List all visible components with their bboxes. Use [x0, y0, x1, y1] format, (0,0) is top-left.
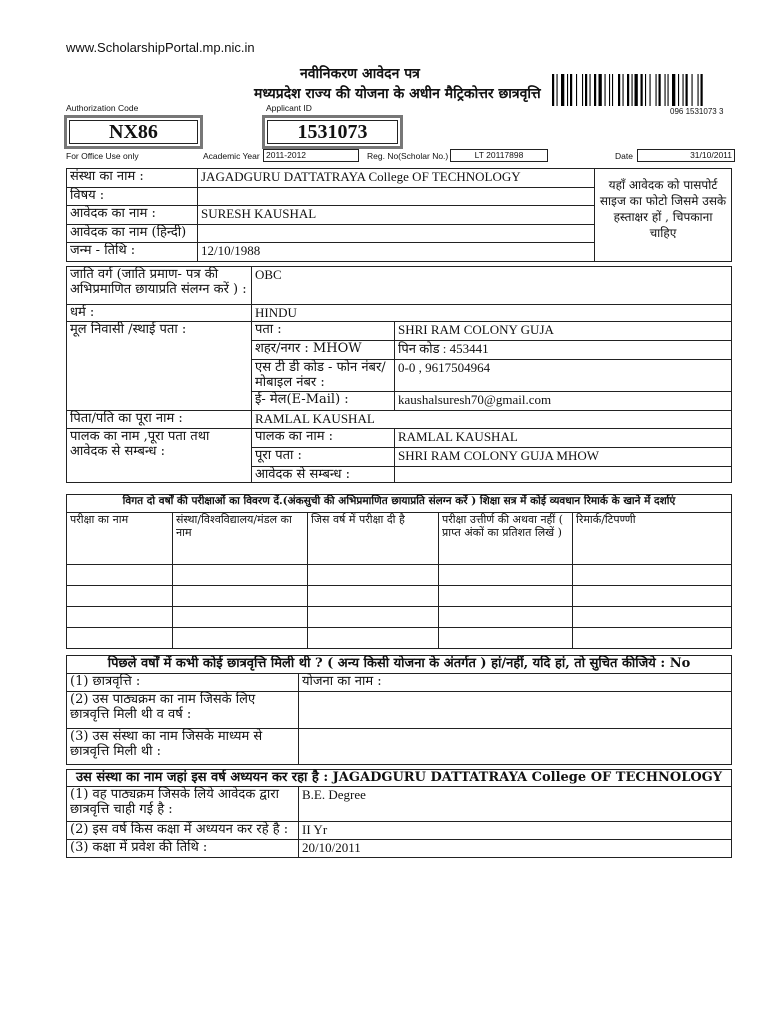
exam-col-year: जिस वर्ष में परीक्षा दी है — [308, 513, 439, 565]
father-label: पिता/पति का पूरा नाम : — [67, 411, 252, 429]
caste-label: जाति वर्ग (जाति प्रमाण- पत्र की अभिप्रमाणित छायाप्रति संलग्न करें ) : — [67, 267, 252, 305]
academic-year-label: Academic Year — [203, 151, 260, 161]
religion-label: धर्म : — [67, 305, 252, 322]
subject-label: विषय : — [67, 188, 198, 206]
city-label: शहर/नगर : MHOW — [252, 341, 395, 360]
addr-label: पता : — [252, 322, 395, 341]
current-q1-value: B.E. Degree — [299, 787, 732, 822]
barcode-icon — [552, 74, 756, 106]
scheme-name-label: योजना का नाम : — [299, 674, 732, 692]
form-subtitle: मध्यप्रदेश राज्य की योजना के अधीन मैट्रिकोत्तर छात्रवृत्ति — [254, 86, 541, 102]
auth-code-box — [64, 115, 203, 149]
caste-value: OBC — [252, 267, 732, 305]
reg-no-value: LT 20117898 — [450, 149, 548, 162]
father-value: RAMLAL KAUSHAL — [252, 411, 732, 429]
date-value: 31/10/2011 — [637, 149, 735, 162]
auth-code-label: Authorization Code — [66, 103, 139, 113]
previous-q2-value — [299, 692, 732, 729]
details-table — [66, 266, 732, 483]
basic-info-table — [66, 168, 732, 262]
applicant-id-label: Applicant ID — [266, 103, 312, 113]
current-q3: (3) कक्षा में प्रवेश की तिथि : — [67, 840, 299, 858]
office-use-label: For Office Use only — [66, 151, 139, 161]
address-label: मूल निवासी /स्थाई पता : — [67, 322, 252, 411]
table-row — [67, 565, 732, 586]
previous-q2: (2) उस पाठ्यक्रम का नाम जिसके लिए छात्रवृत्ति मिली थी व वर्ष : — [67, 692, 299, 729]
email-value: kaushalsuresh70@gmail.com — [395, 392, 732, 411]
previous-heading: पिछले वर्षों में कभी कोई छात्रवृत्ति मिली थी ? ( अन्य किसी योजना के अंतर्गत ) हां/नहीं, यदि हां, तो सुचित कीजिये : No — [67, 656, 732, 674]
date-label: Date — [615, 151, 633, 161]
current-q1: (1) वह पाठ्यक्रम जिसके लिये आवेदक द्वारा छात्रवृत्ति चाही गई है : — [67, 787, 299, 822]
exam-col-name: परीक्षा का नाम — [67, 513, 173, 565]
dob-value: 12/10/1988 — [198, 243, 595, 262]
pin-label: पिन कोड : 453441 — [395, 341, 732, 360]
subject-value — [198, 188, 595, 206]
website-url: www.ScholarshipPortal.mp.nic.in — [66, 40, 255, 55]
applicant-id-value: 1531073 — [297, 120, 368, 143]
guardian-name-label: पालक का नाम : — [252, 429, 395, 448]
institution-value: JAGADGURU DATTATRAYA College OF TECHNOLOGY — [198, 169, 595, 188]
guardian-name-value: RAMLAL KAUSHAL — [395, 429, 732, 448]
previous-q1: (1) छात्रवृत्ति : — [67, 674, 299, 692]
applicant-name-value: SURESH KAUSHAL — [198, 206, 595, 225]
table-row — [67, 586, 732, 607]
applicant-name-hindi-value — [198, 225, 595, 243]
dob-label: जन्म - तिथि : — [67, 243, 198, 262]
addr-value: SHRI RAM COLONY GUJA — [395, 322, 732, 341]
previous-scholarship-table — [66, 655, 732, 765]
email-label: ई- मेल(E-Mail) : — [252, 392, 395, 411]
table-row — [67, 607, 732, 628]
barcode-number: 096 1531073 3 — [670, 107, 724, 116]
form-title: नवीनिकरण आवेदन पत्र — [300, 66, 420, 82]
table-row — [67, 628, 732, 649]
relation-value — [395, 467, 732, 483]
photo-placeholder: यहाँ आवेदक को पासपोर्ट साइज का फोटो जिसमे उसके हस्ताक्षर हों , चिपकाना चाहिए — [595, 169, 732, 262]
relation-label: आवेदक से सम्बन्ध : — [252, 467, 395, 483]
current-q3-value: 20/10/2011 — [299, 840, 732, 858]
applicant-id-box — [262, 115, 403, 149]
reg-no-label: Reg. No(Scholar No.) — [367, 151, 449, 161]
guardian-addr-value: SHRI RAM COLONY GUJA MHOW — [395, 448, 732, 467]
previous-q3: (3) उस संस्था का नाम जिसके माध्यम से छात्रवृत्ति मिली थी : — [67, 729, 299, 765]
exams-table — [66, 494, 732, 649]
academic-year-value: 2011-2012 — [263, 149, 359, 162]
exam-col-result: परीक्षा उत्तीर्ण की अथवा नहीं ( प्राप्त अंकों का प्रतिशत लिखें ) — [439, 513, 573, 565]
exam-col-institution: संस्था/विश्वविद्यालय/मंडल का नाम — [173, 513, 308, 565]
current-heading: उस संस्था का नाम जहां इस वर्ष अध्ययन कर रहा है : JAGADGURU DATTATRAYA College OF TECHNOLOGY — [67, 770, 732, 787]
guardian-addr-label: पूरा पता : — [252, 448, 395, 467]
current-q2: (2) इस वर्ष किस कक्षा में अध्ययन कर रहे है : — [67, 822, 299, 840]
guardian-label: पालक का नाम ,पूरा पता तथा आवेदक से सम्बन्ध : — [67, 429, 252, 483]
applicant-name-hindi-label: आवेदक का नाम (हिन्दी) — [67, 225, 198, 243]
religion-value: HINDU — [252, 305, 732, 322]
institution-label: संस्था का नाम : — [67, 169, 198, 188]
auth-code-value: NX86 — [109, 120, 158, 143]
current-q2-value: II Yr — [299, 822, 732, 840]
std-phone-label: एस टी डी कोड - फोन नंबर/मोबाइल नंबर : — [252, 360, 395, 392]
exam-col-remark: रिमार्क/टिपण्णी — [573, 513, 732, 565]
exams-heading: विगत दो वर्षों की परीक्षाओं का विवरण दें.(अंकसुची की अभिप्रमाणित छायाप्रति संलग्न करें ) शिक्षा सत्र में कोई व्यवधान रिमार्क के खाने में दर्शाएं — [67, 495, 732, 513]
current-study-table — [66, 769, 732, 858]
applicant-name-label: आवेदक का नाम : — [67, 206, 198, 225]
previous-q3-value — [299, 729, 732, 765]
phone-value: 0-0 , 9617504964 — [395, 360, 732, 392]
